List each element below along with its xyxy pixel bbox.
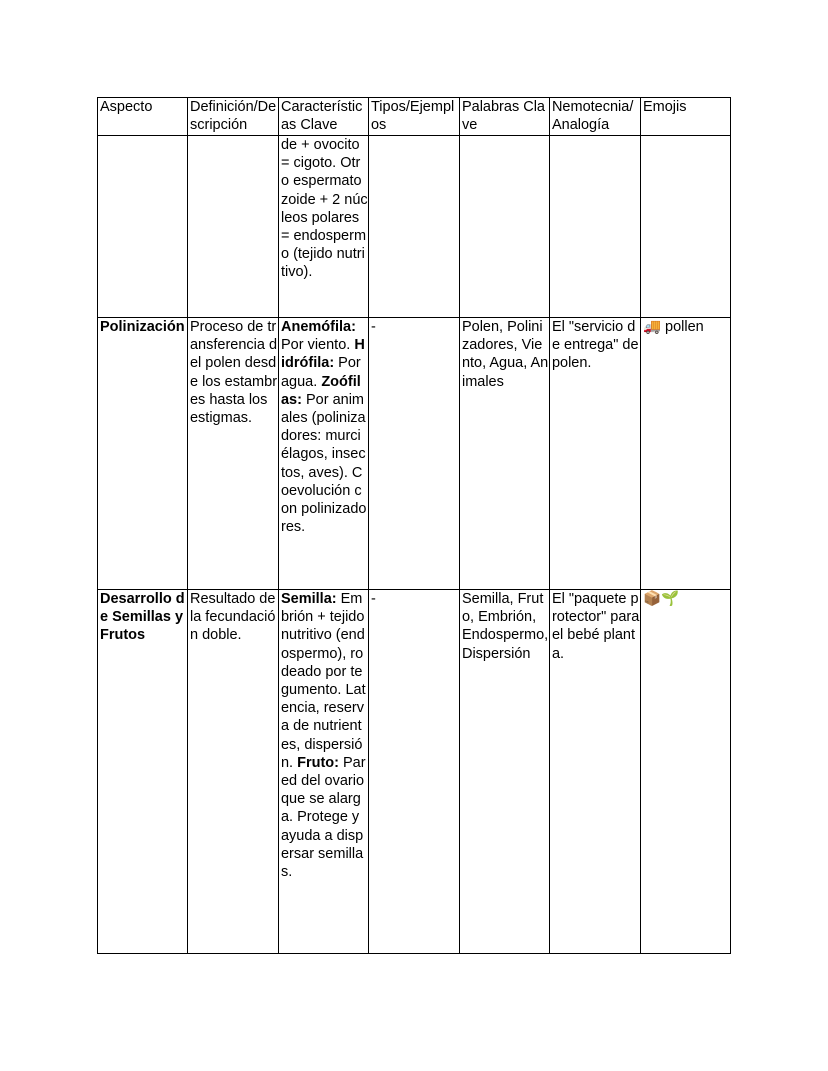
char-label: Fruto: xyxy=(297,754,339,771)
char-text: Por agua. xyxy=(280,355,361,390)
cell-emojis xyxy=(640,136,730,318)
char-text: Embrión + tejido nutritivo (endospermo), rodeado por tegumento. Latencia, reserva de nutrientes, dispersión. xyxy=(280,591,366,771)
cell-caracteristicas xyxy=(278,590,368,954)
header-emojis: Emojis xyxy=(640,98,730,136)
cell-definicion: Proceso de transferencia del polen desde los estambres hasta los estigmas. xyxy=(187,318,278,590)
char-label: Anemófila: xyxy=(280,319,356,335)
cell-emojis xyxy=(640,590,730,954)
cell-palabras xyxy=(459,136,549,318)
cell-emojis xyxy=(640,318,730,590)
char-text: Pared del ovario que se alarga. Protege y ayuda a dispersar semillas. xyxy=(280,754,366,881)
cell-aspecto: Polinización xyxy=(98,318,188,590)
char-label: Hidrófila: xyxy=(280,337,365,372)
table-row-desarrollo xyxy=(98,590,731,954)
cell-definicion: Resultado de la fecundación doble. xyxy=(187,590,278,954)
header-caracteristicas: Características Clave xyxy=(278,98,368,136)
header-aspecto: Aspecto xyxy=(98,98,188,136)
header-tipos: Tipos/Ejemplos xyxy=(368,98,459,136)
header-row xyxy=(98,98,731,136)
cell-tipos xyxy=(368,136,459,318)
cell-caracteristicas: de + ovocito = cigoto. Otro espermatozoide + 2 núcleos polares = endospermo (tejido nutritivo). xyxy=(278,136,368,318)
cell-nemotecnia: El "servicio de entrega" de polen. xyxy=(549,318,640,590)
cell-tipos: - xyxy=(368,318,459,590)
cell-palabras: Semilla, Fruto, Embrión, Endospermo, Dispersión xyxy=(459,590,549,954)
cell-nemotecnia: El "paquete protector" para el bebé planta. xyxy=(549,590,640,954)
char-text: Por viento. xyxy=(280,337,351,354)
package-sprout-icon: 📦🌱 xyxy=(642,591,680,607)
char-label: Semilla: xyxy=(280,591,337,607)
header-definicion: Definición/Descripción xyxy=(187,98,278,136)
content-table xyxy=(97,97,731,954)
cell-tipos: - xyxy=(368,590,459,954)
char-text: Por animales (polinizadores: murciélagos, insectos, aves). Coevolución con polinizadores. xyxy=(280,391,367,536)
cell-definicion xyxy=(187,136,278,318)
table-row-continuation xyxy=(98,136,731,318)
cell-aspecto xyxy=(98,136,188,318)
char-label: Zoófilas: xyxy=(280,373,361,408)
emoji-label: pollen xyxy=(661,319,704,335)
header-palabras: Palabras Clave xyxy=(459,98,549,136)
cell-nemotecnia xyxy=(549,136,640,318)
cell-caracteristicas xyxy=(278,318,368,590)
header-nemotecnia: Nemotecnia/Analogía xyxy=(549,98,640,136)
cell-palabras: Polen, Polinizadores, Viento, Agua, Animales xyxy=(459,318,549,590)
truck-icon: 🚚 xyxy=(642,319,662,335)
table-row-polinizacion xyxy=(98,318,731,590)
cell-aspecto: Desarrollo de Semillas y Frutos xyxy=(98,590,188,954)
